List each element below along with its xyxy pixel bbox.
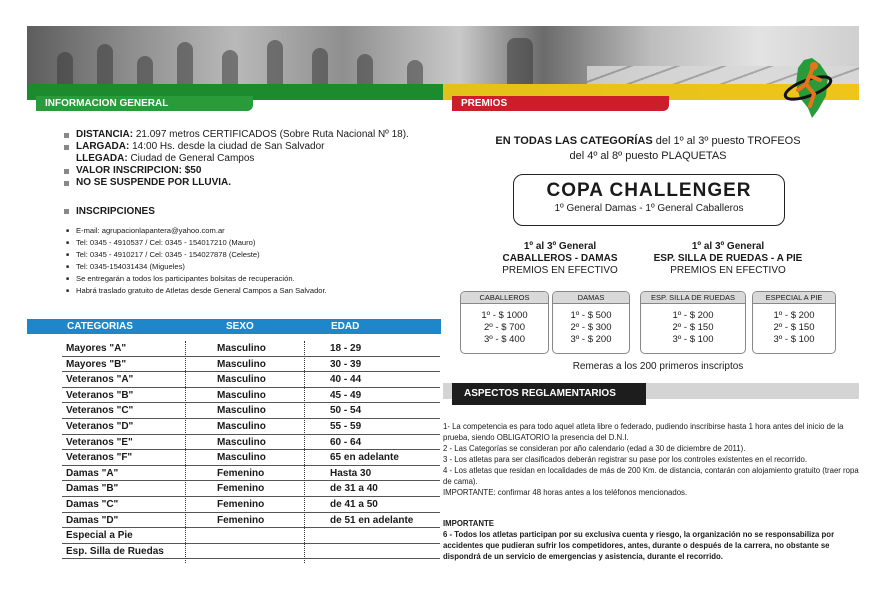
category-cell: Mayores "B" (66, 358, 127, 370)
distancia-item: DISTANCIA: 21.097 metros CERTIFICADOS (Sobre Ruta Nacional Nº 18). (64, 129, 409, 141)
valor-item: VALOR INSCRIPCION: $50 (64, 165, 409, 177)
age-cell: 45 - 49 (330, 389, 362, 401)
prize-box-especial-pie: ESPECIAL A PIE 1º - $ 200 2º - $ 150 3º - $ 100 (752, 291, 836, 354)
category-cell: Veteranos "B" (66, 389, 134, 401)
general-info-header: INFORMACION GENERAL (36, 96, 253, 111)
table-row (62, 450, 440, 466)
category-cell: Esp. Silla de Ruedas (66, 545, 164, 557)
table-row (62, 481, 440, 497)
sex-cell: Masculino (217, 358, 266, 370)
sex-cell: Masculino (217, 420, 266, 432)
inscripciones-title: INSCRIPCIONES (64, 206, 155, 217)
table-row (62, 528, 440, 544)
category-cell: Mayores "A" (66, 343, 127, 354)
category-cell: Damas "A" (66, 467, 119, 479)
table-row (62, 372, 440, 388)
premios-header: PREMIOS (452, 96, 669, 111)
largada-item: LARGADA: 14:00 Hs. desde la ciudad de San Salvador (64, 141, 409, 153)
category-cell: Damas "B" (66, 483, 119, 495)
category-cell: Veteranos "C" (66, 405, 134, 417)
contact-note: ■ Se entregarán a todos los participantes bolsitas de recuperación. (66, 273, 327, 285)
aspectos-title: ASPECTOS REGLAMENTARIOS (452, 383, 646, 405)
table-row (62, 357, 440, 373)
contact-email: ■ E-mail: agrupacionlapantera@yahoo.com.ar (66, 225, 327, 237)
sex-cell: Masculino (217, 436, 266, 448)
remeras-text: Remeras a los 200 primeros inscriptos (572, 361, 744, 372)
age-cell: 50 - 54 (330, 405, 362, 417)
category-cell: Damas "C" (66, 498, 119, 510)
rule-item: 4 - Los atletas que residan en localidades de más de 200 Km. de distancia, contarán con alojamiento gratuito (traer ropa de cama). (443, 466, 859, 486)
prize-box-caballeros: CABALLEROS 1º - $ 1000 2º - $ 700 3º - $ 400 (460, 291, 549, 354)
important-block (443, 518, 861, 562)
sex-cell: Masculino (217, 389, 266, 401)
age-cell: 40 - 44 (330, 374, 362, 386)
age-cell: 65 en adelante (330, 452, 399, 464)
contact-phone: ■ Tel: 0345 - 4910537 / Cel: 0345 - 154017210 (Mauro) (66, 237, 327, 249)
copa-subtitle: 1º General Damas - 1º General Caballeros (554, 203, 744, 214)
sex-cell: Masculino (217, 452, 266, 464)
contact-phone: ■ Tel: 0345-154031434 (Migueles) (66, 261, 327, 273)
table-row (62, 388, 440, 404)
table-row (62, 341, 440, 357)
age-cell: de 31 a 40 (330, 483, 378, 495)
age-cell: 55 - 59 (330, 420, 362, 432)
category-cell: Especial a Pie (66, 530, 133, 542)
contact-list (66, 225, 327, 297)
important-text: 6 - Todos los atletas participan por su exclusiva cuenta y riesgo, la organización no se responsabiliza por accidentes que pudieran sufrir los competidores, antes, durante o después de la carrera, no obstante se dispondrá de un servicio de emergencias y asistencia, durante el recorrido. (443, 530, 835, 561)
runner-logo-icon (782, 56, 834, 120)
table-row (62, 419, 440, 435)
lluvia-item: NO SE SUSPENDE POR LLUVIA. (64, 177, 409, 189)
general-info-list (64, 129, 409, 189)
sex-cell: Masculino (217, 374, 266, 386)
sex-cell: Masculino (217, 405, 266, 417)
premios-col-general: 1º al 3º General CABALLEROS - DAMAS PREMIOS EN EFECTIVO (502, 241, 618, 276)
contact-note: ■ Habrá traslado gratuito de Atletas desde General Campos a San Salvador. (66, 285, 327, 297)
prize-box-damas: DAMAS 1º - $ 500 2º - $ 300 3º - $ 200 (552, 291, 630, 354)
age-cell: 18 - 29 (330, 343, 362, 354)
important-title: IMPORTANTE (443, 519, 494, 528)
category-cell: Veteranos "F" (66, 452, 133, 464)
table-row (62, 403, 440, 419)
rules-list (443, 421, 861, 498)
prize-box-silla-ruedas: ESP. SILLA DE RUEDAS 1º - $ 200 2º - $ 150 3º - $ 100 (640, 291, 746, 354)
copa-challenger-box (513, 174, 785, 226)
copa-title: COPA CHALLENGER (546, 180, 752, 201)
age-cell: 60 - 64 (330, 436, 362, 448)
categories-table-header (27, 319, 441, 334)
table-divider (185, 341, 186, 563)
sex-cell: Femenino (217, 483, 265, 495)
categories-table (62, 341, 440, 559)
age-cell: Hasta 30 (330, 467, 372, 479)
contact-phone: ■ Tel: 0345 - 4910217 / Cel: 0345 - 154027878 (Celeste) (66, 249, 327, 261)
age-cell: de 51 en adelante (330, 514, 414, 526)
category-cell: Damas "D" (66, 514, 119, 526)
llegada-item: LLEGADA: Ciudad de General Campos (76, 153, 255, 164)
sex-cell: Masculino (217, 343, 266, 354)
table-row (62, 466, 440, 482)
rule-item: IMPORTANTE: confirmar 48 horas antes a los teléfonos mencionados. (443, 488, 688, 497)
aspectos-header-bar (443, 383, 859, 399)
category-cell: Veteranos "E" (66, 436, 133, 448)
table-row (62, 513, 440, 529)
age-cell: 30 - 39 (330, 358, 362, 370)
age-cell: de 41 a 50 (330, 498, 378, 510)
sex-cell: Femenino (217, 467, 265, 479)
table-row (62, 544, 440, 560)
premios-col-especial: 1º al 3º General ESP. SILLA DE RUEDAS - A PIE PREMIOS EN EFECTIVO (653, 241, 803, 276)
rule-item: 3 - Los atletas para ser clasificados deberán registrar su pase por los controles existentes en el recorrido. (443, 455, 808, 464)
sex-cell: Femenino (217, 498, 265, 510)
col-edad: EDAD (331, 321, 360, 332)
sex-cell: Femenino (217, 514, 265, 526)
col-sexo: SEXO (226, 321, 254, 332)
trofeos-text: EN TODAS LAS CATEGORÍAS del 1º al 3º puesto TROFEOS del 4º al 8º puesto PLAQUETAS (495, 135, 801, 162)
table-row (62, 435, 440, 451)
rule-item: 1- La competencia es para todo aquel atleta libre o federado, pudiendo inscribirse hasta 1 hora antes del inicio de la prueba, siendo OBLIGATORIO la presencia del D.N.I. (443, 422, 844, 442)
category-cell: Veteranos "A" (66, 374, 134, 386)
category-cell: Veteranos "D" (66, 420, 134, 432)
table-row (62, 497, 440, 513)
rule-item: 2 - Las Categorías se consideran por año calendario (edad a 30 de diciembre de 2011). (443, 444, 746, 453)
table-divider (304, 341, 305, 563)
col-categorias: CATEGORIAS (67, 321, 133, 332)
